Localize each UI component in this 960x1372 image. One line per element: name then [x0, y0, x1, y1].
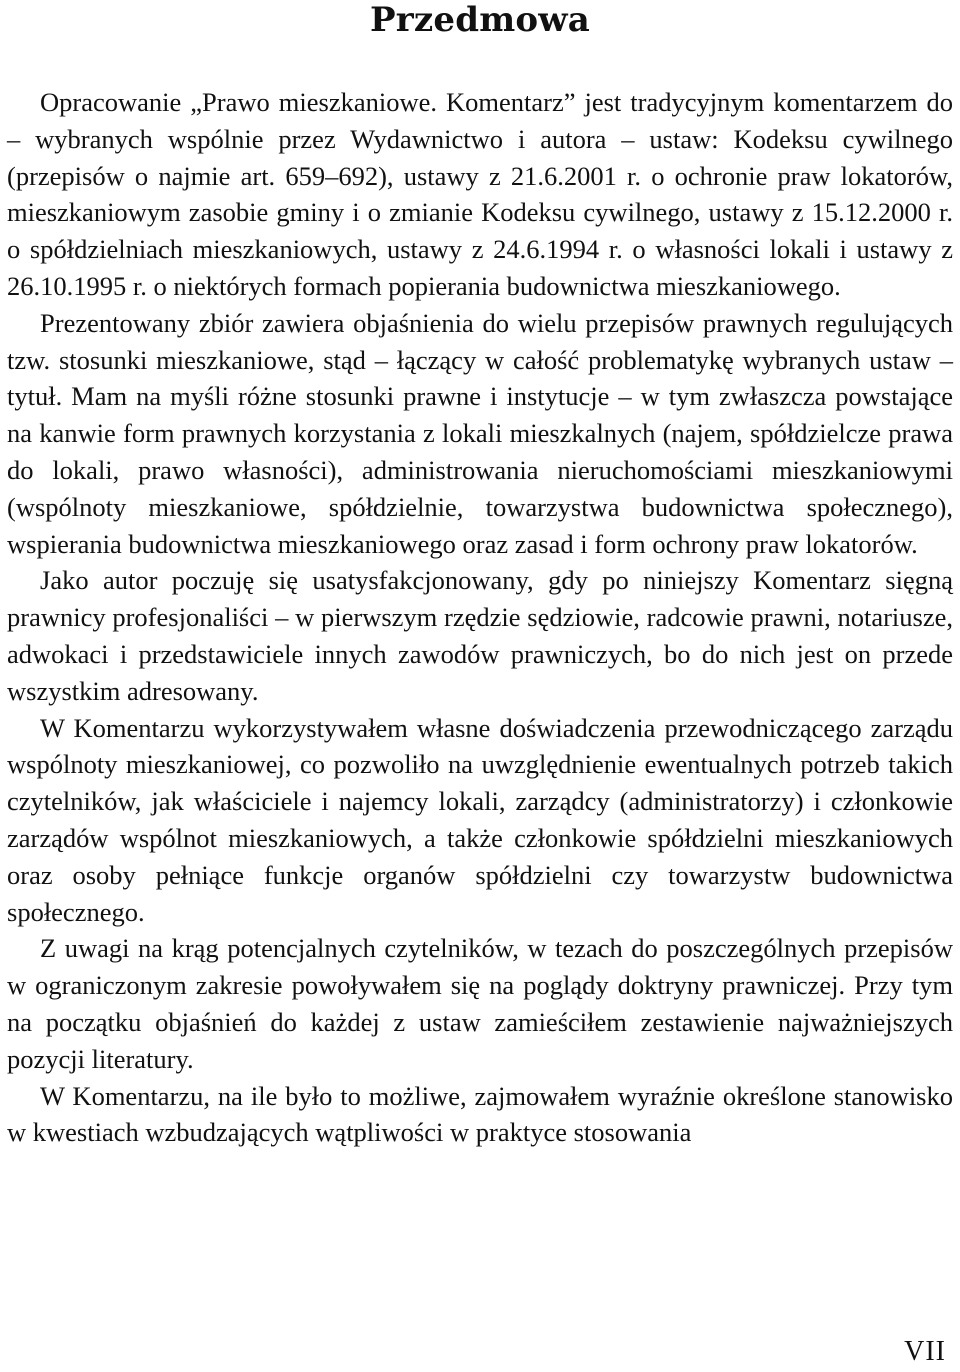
paragraph-literature: Z uwagi na krąg potencjalnych czytelników, w tezach do poszczególnych przepisów w ograniczonym zakresie powoływałem się na poglądy doktryny prawniczej. Przy tym na początku objaśnień do każdej z ustaw zamieściłem zestawienie najważniejszych pozycji literatury.	[7, 933, 953, 1074]
preface-body	[7, 84, 953, 1151]
page-number: VII	[904, 1336, 946, 1367]
paragraph-audience: Jako autor poczuję się usatysfakcjonowany, gdy po niniejszy Komentarz sięgną prawnicy profesjonaliści – w pierwszym rzędzie sędziowie, radcowie prawni, notariusze, adwokaci i przedstawiciele innych zawodów prawniczych, bo do nich jest on przede wszystkim adresowany.	[7, 565, 953, 706]
paragraph-scope: Prezentowany zbiór zawiera objaśnienia do wielu przepisów prawnych regulujących tzw. stosunki mieszkaniowe, stąd – łączący w całość problematykę wybranych ustaw – tytuł. Mam na myśli różne stosunki prawne i instytucje – w tym zwłaszcza powstające na kanwie form prawnych korzystania z lokali mieszkalnych (najem, spółdzielcze prawa do lokali, prawo własności), administrowania nieruchomościami mieszkaniowymi (wspólnoty mieszkaniowe, spółdzielnie, towarzystwa budownictwa społecznego), wspierania budownictwa mieszkaniowego oraz zasad i form ochrony praw lokatorów.	[7, 307, 953, 559]
paragraph-experience: W Komentarzu wykorzystywałem własne doświadczenia przewodniczącego zarządu wspólnoty mieszkaniowej, co pozwoliło na uwzględnienie ewentualnych potrzeb takich czytelników, jak właściciele i najemcy lokali, zarządcy (administratorzy) i członkowie zarządów wspólnot mieszkaniowych, a także członkowie spółdzielni mieszkaniowych oraz osoby pełniące funkcje organów spółdzielni czy towarzystw budownictwa społecznego.	[7, 712, 953, 927]
paragraph-intro: Opracowanie „Prawo mieszkaniowe. Komentarz” jest tradycyjnym komentarzem do – wybranych wspólnie przez Wydawnictwo i autora – ustaw: Kodeksu cywilnego (przepisów o najmie art. 659–692), ustawy z 21.6.2001 r. o ochronie praw lokatorów, mieszkaniowym zasobie gminy i o zmianie Kodeksu cywilnego, ustawy z 15.12.2000 r. o spółdzielniach mieszkaniowych, ustawy z 24.6.1994 r. o własności lokali i ustawy z 26.10.1995 r. o niektórych formach popierania budownictwa mieszkaniowego.	[7, 87, 953, 301]
paragraph-stance: W Komentarzu, na ile było to możliwe, zajmowałem wyraźnie określone stanowisko w kwestiach wzbudzających wątpliwości w praktyce stosowania	[7, 1080, 953, 1148]
document-page	[7, 0, 953, 1372]
page-title: Przedmowa	[370, 0, 590, 40]
